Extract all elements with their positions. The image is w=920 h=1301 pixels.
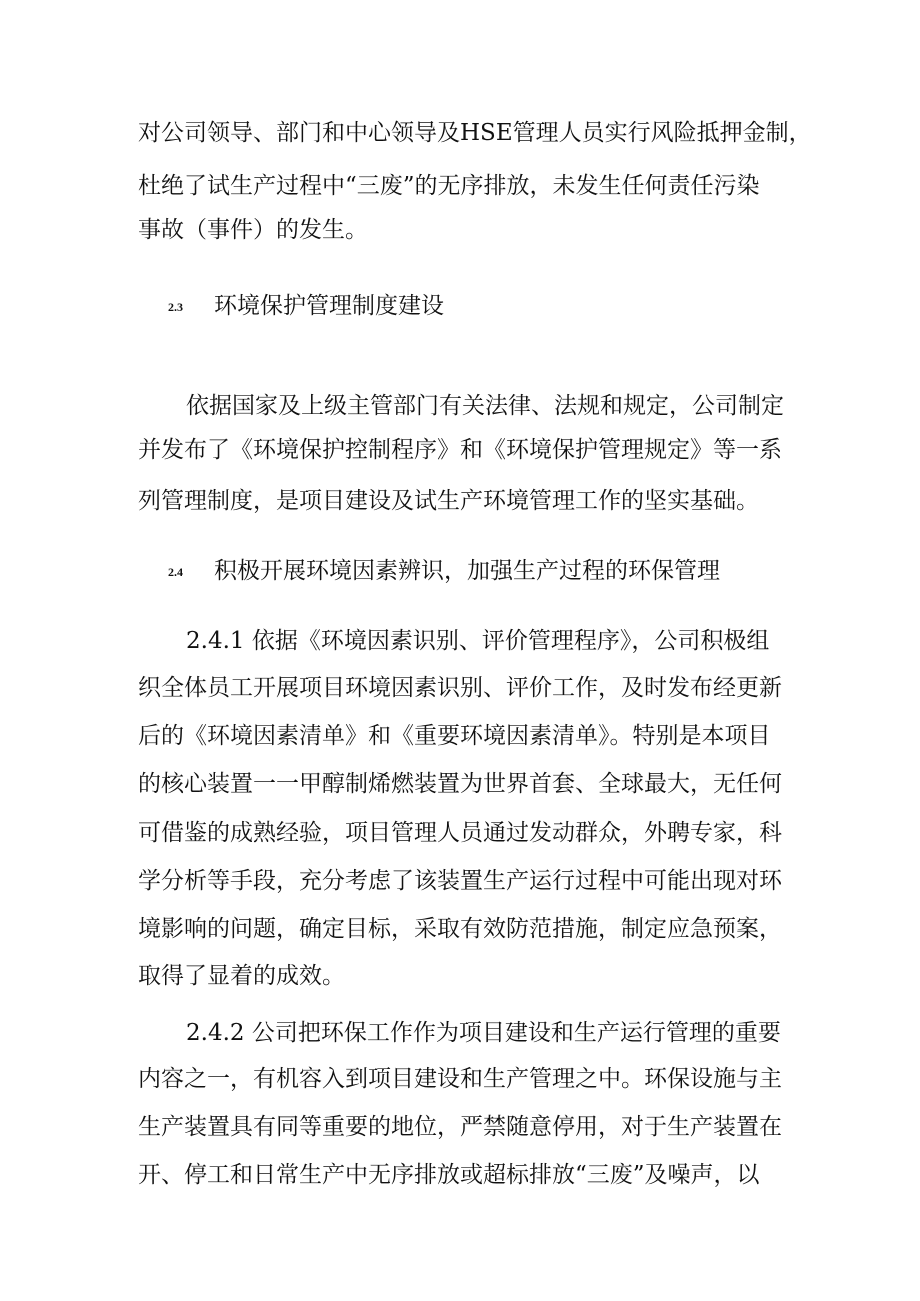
para2-line-3: 列管理制度，是项目建设及试生产环境管理工作的坚实基础。: [138, 488, 759, 514]
para4-line-2: 内容之一，有机容入到项目建设和生产管理之中。环保设施与主: [138, 1066, 782, 1092]
para3-line-1: 2.4.1 依据《环境因素识别、评价管理程序》，公司积极组: [186, 628, 770, 654]
para3-line-2: 织全体员工开展项目环境因素识别、评价工作，及时发布经更新: [138, 675, 782, 701]
para3-line-6: 学分析等手段，充分考虑了该装置生产运行过程中可能出现对环: [138, 868, 782, 894]
para1-line-2: 杜绝了试生产过程中“三废”的无序排放，未发生任何责任污染: [138, 173, 760, 199]
para2-line-1: 依据国家及上级主管部门有关法律、法规和规定，公司制定: [186, 393, 784, 419]
section-heading-2-4: [168, 556, 720, 587]
section-number: 2.4: [168, 565, 183, 579]
para4-line-1: 2.4.2 公司把环保工作作为项目建设和生产运行管理的重要: [186, 1020, 781, 1046]
para3-line-4: 的核心装置一一甲醇制烯燃装置为世界首套、全球最大，无任何: [138, 771, 782, 797]
section-title: 环境保护管理制度建设: [214, 293, 444, 319]
section-heading-2-3: [168, 291, 444, 322]
para1-line-1: 对公司领导、部门和中心领导及HSE管理人员实行风险抵押金制，: [138, 120, 812, 146]
para3-line-7: 境影响的问题，确定目标，采取有效防范措施，制定应急预案，: [138, 916, 782, 942]
section-title: 积极开展环境因素辨识，加强生产过程的环保管理: [214, 558, 720, 584]
para4-line-3: 生产装置具有同等重要的地位，严禁随意停用，对于生产装置在: [138, 1114, 782, 1140]
para3-line-5: 可借鉴的成熟经验，项目管理人员通过发动群众，外聘专家，科: [138, 820, 782, 846]
para1-line-3: 事故（事件）的发生。: [138, 217, 368, 243]
para3-line-8: 取得了显着的成效。: [138, 963, 345, 989]
section-number: 2.3: [168, 300, 183, 314]
para2-line-2: 并发布了《环境保护控制程序》和《环境保护管理规定》等一系: [138, 437, 782, 463]
para4-line-4: 开、停工和日常生产中无序排放或超标排放“三废”及噪声，以: [138, 1162, 760, 1188]
para3-line-3: 后的《环境因素清单》和《重要环境因素清单》。特别是本项目: [138, 723, 771, 749]
